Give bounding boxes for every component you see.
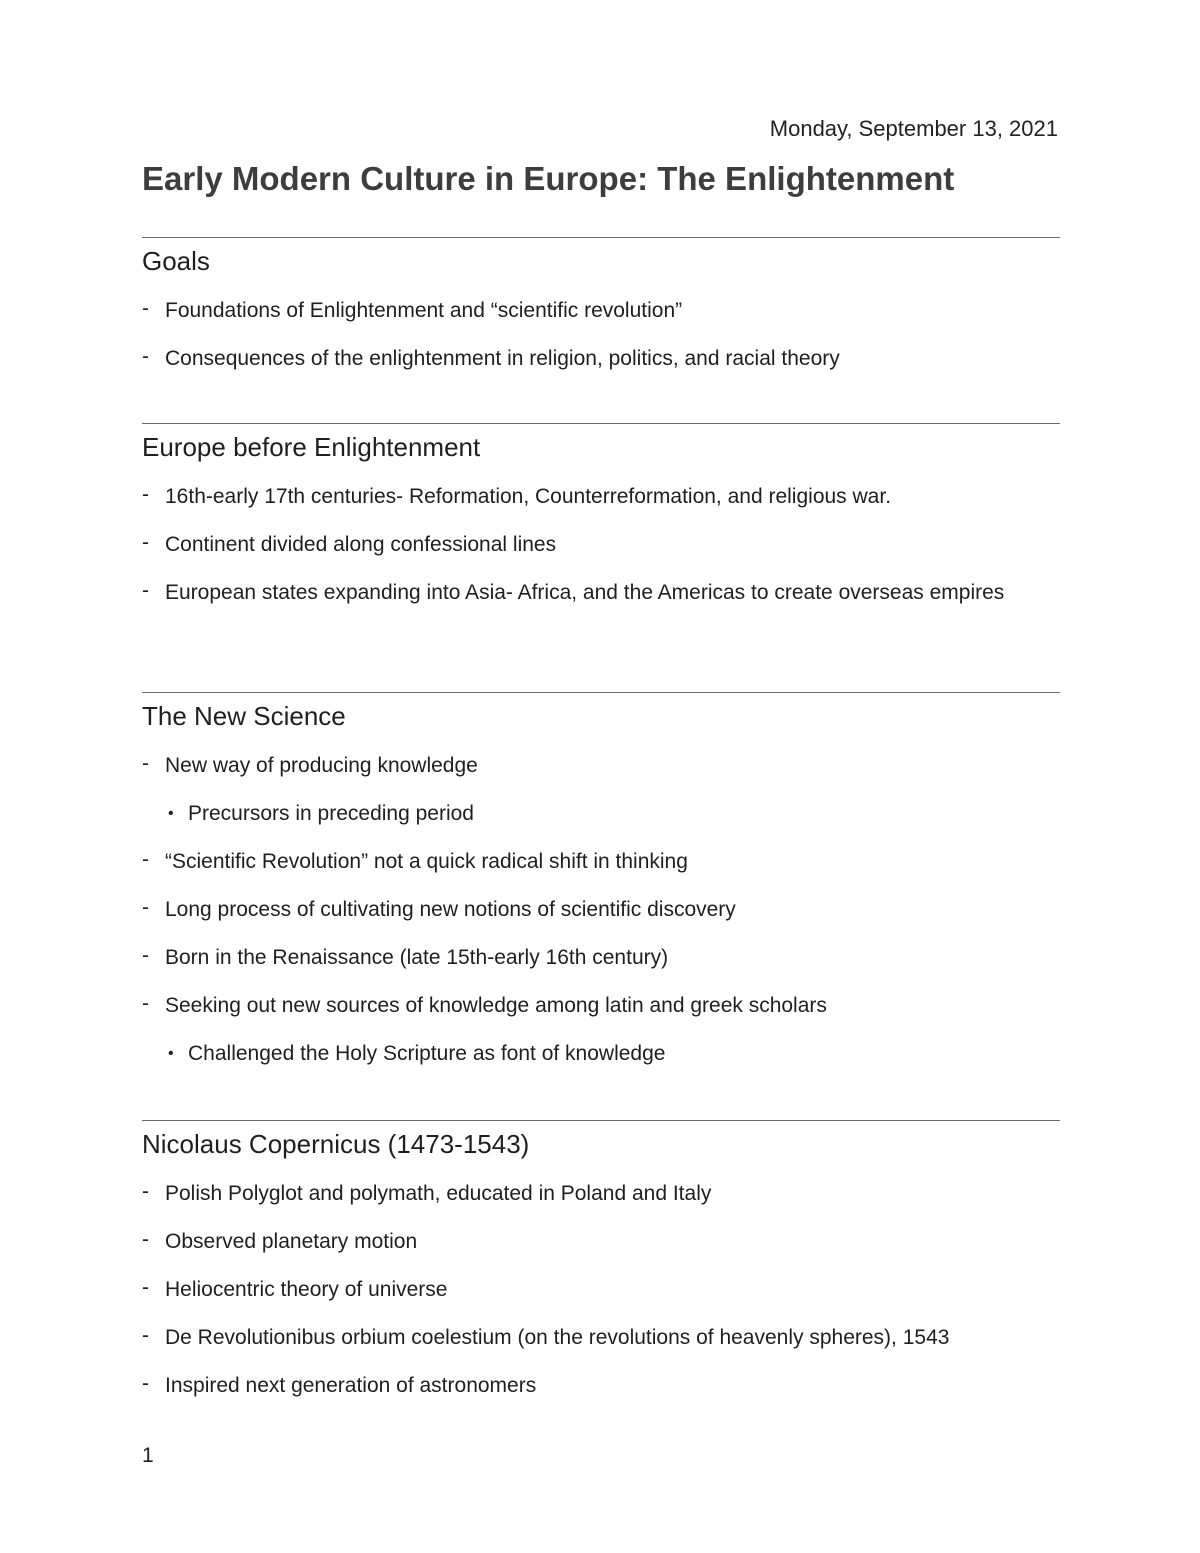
list-item (142, 1371, 1060, 1401)
list-item (142, 895, 1060, 925)
list-item (142, 344, 1060, 374)
list-item-text: De Revolutionibus orbium coelestium (on the revolutions of heavenly spheres), 1543 (165, 1326, 950, 1349)
list-item-text: Precursors in preceding period (188, 802, 474, 825)
list-item (142, 578, 1060, 608)
dash-marker: - (142, 483, 149, 506)
section-list (142, 482, 1060, 608)
section-heading: The New Science (142, 701, 346, 731)
list-item (142, 991, 1060, 1021)
dash-marker: - (142, 992, 149, 1015)
list-item-text: Observed planetary motion (165, 1230, 418, 1253)
section-copernicus (142, 1120, 1060, 1449)
section-list (142, 1179, 1060, 1401)
dash-marker: - (142, 752, 149, 775)
dash-marker: - (142, 1180, 149, 1203)
section-heading: Europe before Enlightenment (142, 432, 481, 462)
dash-marker: - (142, 896, 149, 919)
list-item-text: Consequences of the enlightenment in religion, politics, and racial theory (165, 347, 840, 370)
list-item-text: New way of producing knowledge (165, 754, 478, 777)
list-item-text: Born in the Renaissance (late 15th-early 16th century) (165, 946, 669, 969)
list-item (142, 1227, 1060, 1257)
list-item (142, 482, 1060, 512)
list-item-text: Foundations of Enlightenment and “scientific revolution” (165, 299, 683, 322)
document-date: Monday, September 13, 2021 (769, 116, 1058, 141)
dash-marker: - (142, 297, 149, 320)
section-list (142, 751, 1060, 1069)
section-heading: Nicolaus Copernicus (1473-1543) (142, 1129, 530, 1159)
page-number: 1 (142, 1444, 154, 1467)
dash-marker: - (142, 848, 149, 871)
section-goals (142, 237, 1060, 423)
list-item-text: Seeking out new sources of knowledge among latin and greek scholars (165, 994, 827, 1017)
dash-marker: - (142, 345, 149, 368)
section-list (142, 296, 1060, 374)
list-item (142, 751, 1060, 781)
section-heading: Goals (142, 246, 210, 276)
list-item-text: 16th-early 17th centuries- Reformation, Counterreformation, and religious war. (165, 485, 892, 508)
bullet-marker: • (168, 1045, 174, 1062)
section-new-science (142, 692, 1060, 1120)
list-item (142, 847, 1060, 877)
section-europe-before-enlightenment (142, 423, 1060, 692)
list-item-text: Long process of cultivating new notions of scientific discovery (165, 898, 736, 921)
document-body (142, 237, 1060, 1449)
dash-marker: - (142, 1228, 149, 1251)
list-item-text: European states expanding into Asia- Africa, and the Americas to create overseas empires (165, 581, 1005, 604)
list-item (142, 1323, 1060, 1353)
dash-marker: - (142, 944, 149, 967)
list-item (142, 943, 1060, 973)
bullet-marker: • (168, 805, 174, 822)
list-item (142, 1275, 1060, 1305)
dash-marker: - (142, 1324, 149, 1347)
sub-list-item (142, 1039, 1060, 1069)
list-item-text: Challenged the Holy Scripture as font of knowledge (188, 1042, 666, 1065)
list-item-text: Heliocentric theory of universe (165, 1278, 448, 1301)
list-item (142, 530, 1060, 560)
list-item (142, 1179, 1060, 1209)
document-title: Early Modern Culture in Europe: The Enlightenment (142, 160, 955, 197)
list-item-text: Continent divided along confessional lines (165, 533, 557, 556)
list-item (142, 296, 1060, 326)
sub-list-item (142, 799, 1060, 829)
list-item-text: Polish Polyglot and polymath, educated in Poland and Italy (165, 1182, 712, 1205)
list-item-text: “Scientific Revolution” not a quick radical shift in thinking (165, 850, 688, 873)
dash-marker: - (142, 1276, 149, 1299)
list-item-text: Inspired next generation of astronomers (165, 1374, 537, 1397)
dash-marker: - (142, 531, 149, 554)
dash-marker: - (142, 1372, 149, 1395)
dash-marker: - (142, 579, 149, 602)
